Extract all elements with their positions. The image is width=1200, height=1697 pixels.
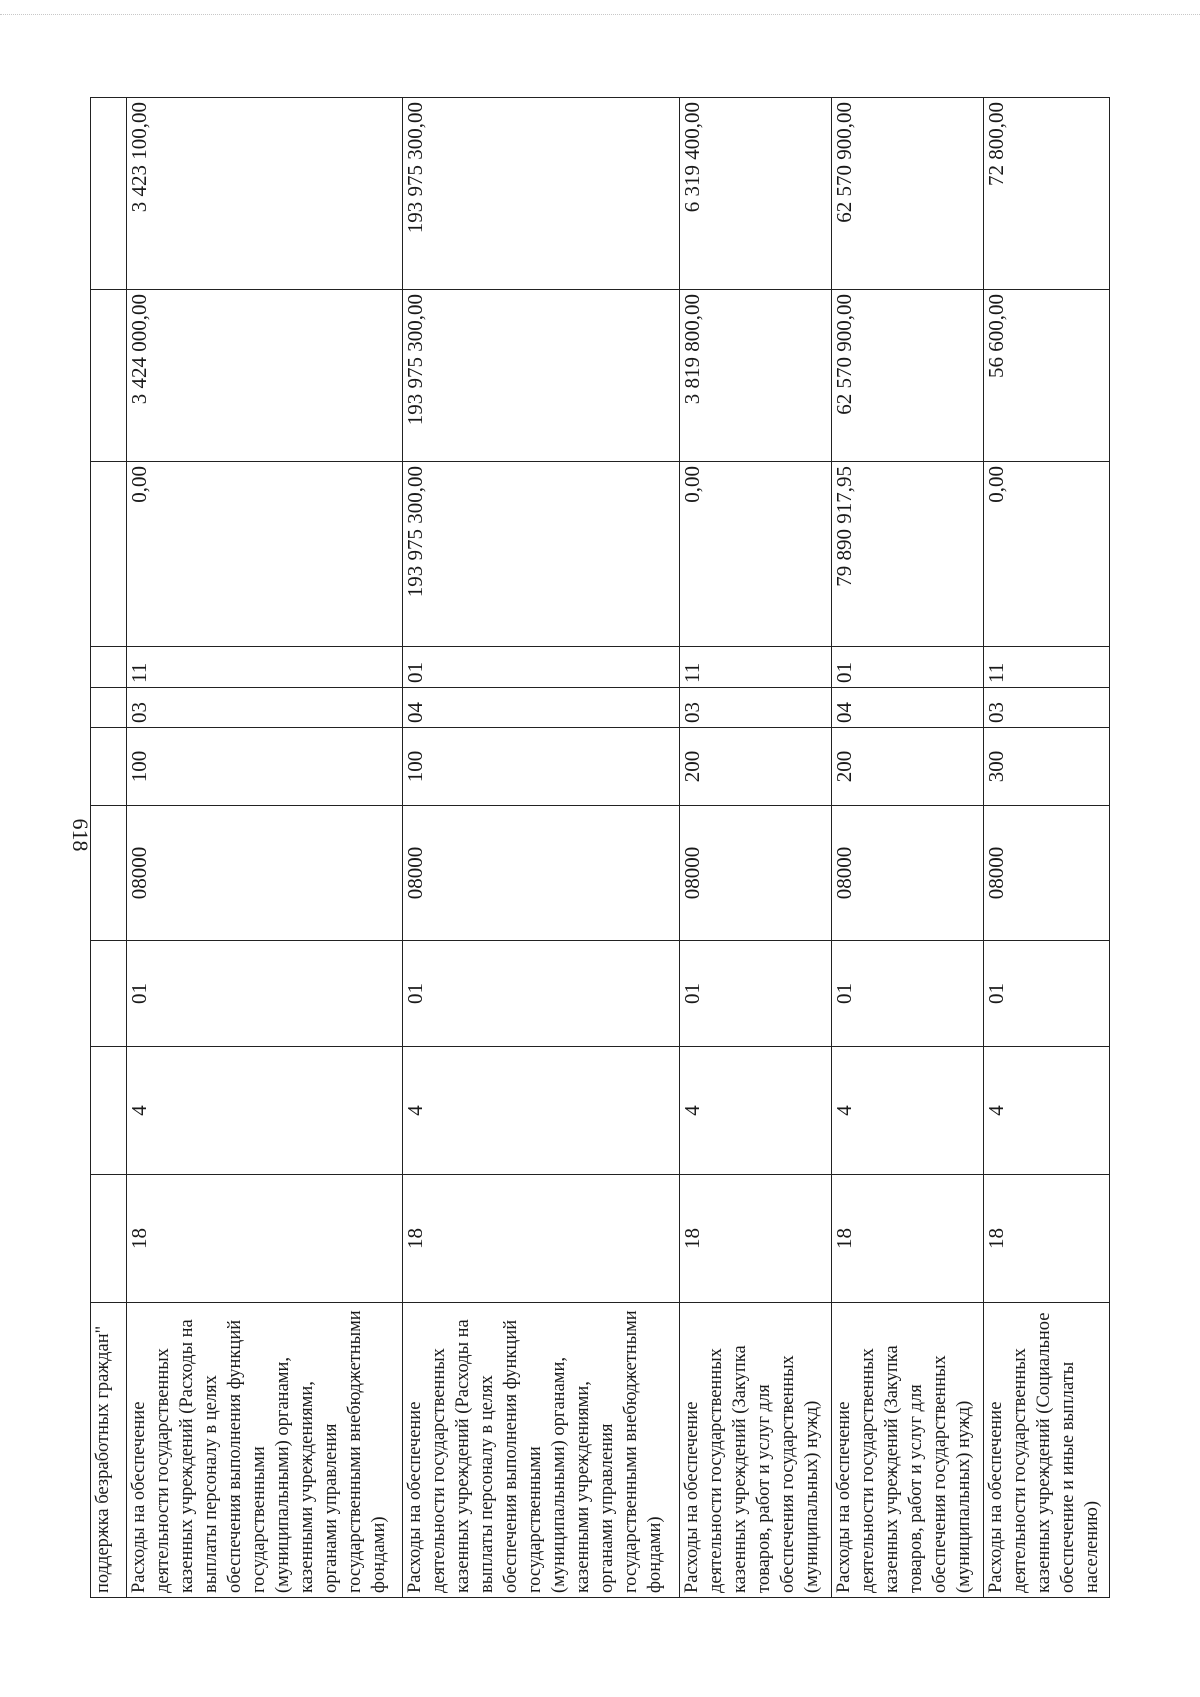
code-cell: 18 [680,1175,832,1303]
table-row [983,98,1110,1598]
empty-cell [91,728,127,806]
code-cell: 11 [126,647,403,688]
table-row [403,98,680,1598]
amount-cell: 62 570 900,00 [831,98,983,290]
amount-cell: 193 975 300,00 [403,290,680,462]
table-row [831,98,983,1598]
code-cell: 200 [680,728,832,806]
amount-cell: 193 975 300,00 [403,98,680,290]
code-cell: 01 [831,647,983,688]
row-description: Расходы на обеспечение деятельности государственных казенных учреждений (Закупка товаров, работ и услуг для обеспечения государственных (муниципальных) нужд) [831,1303,983,1598]
amount-cell: 3 819 800,00 [680,290,832,462]
amount-cell: 3 424 000,00 [126,290,403,462]
table-row-header [91,98,127,1598]
empty-cell [91,1175,127,1303]
code-cell: 11 [680,647,832,688]
row-description: поддержка безработных граждан" [91,1303,127,1598]
code-cell: 18 [126,1175,403,1303]
code-cell: 04 [403,688,680,728]
amount-cell: 79 890 917,95 [831,462,983,647]
code-cell: 18 [403,1175,680,1303]
code-cell: 200 [831,728,983,806]
amount-cell: 3 423 100,00 [126,98,403,290]
amount-cell: 0,00 [126,462,403,647]
empty-cell [91,98,127,290]
rotated-table-wrapper [90,98,1110,1598]
code-cell: 03 [126,688,403,728]
code-cell: 100 [403,728,680,806]
code-cell: 4 [983,1047,1110,1175]
code-cell: 04 [831,688,983,728]
code-cell: 01 [983,941,1110,1047]
empty-cell [91,806,127,941]
code-cell: 4 [831,1047,983,1175]
empty-cell [91,290,127,462]
code-cell: 01 [680,941,832,1047]
code-cell: 11 [983,647,1110,688]
code-cell: 08000 [403,806,680,941]
amount-cell: 62 570 900,00 [831,290,983,462]
empty-cell [91,462,127,647]
code-cell: 01 [403,941,680,1047]
code-cell: 08000 [680,806,832,941]
amount-cell: 0,00 [680,462,832,647]
amount-cell: 193 975 300,00 [403,462,680,647]
page-number: 618 [68,818,93,852]
scan-edge-line [0,14,1200,15]
amount-cell: 56 600,00 [983,290,1110,462]
code-cell: 08000 [983,806,1110,941]
code-cell: 01 [126,941,403,1047]
code-cell: 08000 [126,806,403,941]
empty-cell [91,941,127,1047]
code-cell: 4 [403,1047,680,1175]
row-description: Расходы на обеспечение деятельности государственных казенных учреждений (Социальное обеспечение и иные выплаты населению) [983,1303,1110,1598]
code-cell: 01 [403,647,680,688]
code-cell: 08000 [831,806,983,941]
code-cell: 4 [126,1047,403,1175]
code-cell: 03 [680,688,832,728]
code-cell: 18 [831,1175,983,1303]
code-cell: 300 [983,728,1110,806]
row-description: Расходы на обеспечение деятельности государственных казенных учреждений (Расходы на выплаты персоналу в целях обеспечения выполнения функций государственными (муниципальными) органами, казенными учреждениями, органами управления государственными внебюджетными фондами) [403,1303,680,1598]
row-description: Расходы на обеспечение деятельности государственных казенных учреждений (Расходы на выплаты персоналу в целях обеспечения выполнения функций государственными (муниципальными) органами, казенными учреждениями, органами управления государственными внебюджетными фондами) [126,1303,403,1598]
code-cell: 18 [983,1175,1110,1303]
row-description: Расходы на обеспечение деятельности государственных казенных учреждений (Закупка товаров, работ и услуг для обеспечения государственных (муниципальных) нужд) [680,1303,832,1598]
amount-cell: 6 319 400,00 [680,98,832,290]
table-row [680,98,832,1598]
empty-cell [91,647,127,688]
empty-cell [91,688,127,728]
code-cell: 100 [126,728,403,806]
code-cell: 01 [831,941,983,1047]
amount-cell: 72 800,00 [983,98,1110,290]
empty-cell [91,1047,127,1175]
code-cell: 03 [983,688,1110,728]
amount-cell: 0,00 [983,462,1110,647]
code-cell: 4 [680,1047,832,1175]
budget-table [90,97,1110,1598]
table-row [126,98,403,1598]
